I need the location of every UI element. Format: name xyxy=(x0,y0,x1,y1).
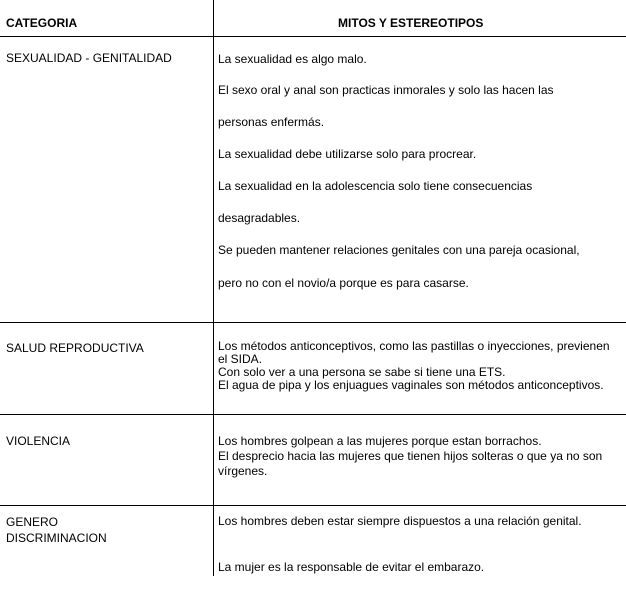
myth-text: Los métodos anticonceptivos, como las pastillas o inyecciones, previenen el SIDA. xyxy=(218,339,610,366)
myth-text: pero no con el novio/a porque es para casarse. xyxy=(218,276,469,290)
myth-text: Los hombres deben estar siempre dispuestos a una relación genital. xyxy=(218,514,582,528)
myths-salud-reproductiva xyxy=(218,340,621,392)
category-line: GENERO xyxy=(6,515,59,529)
category-genero-discriminacion xyxy=(6,514,206,546)
myth-text: La mujer es la responsable de evitar el embarazo. xyxy=(218,560,485,574)
row-divider-3 xyxy=(0,505,626,506)
myth-text: La sexualidad debe utilizarse solo para procrear. xyxy=(218,147,477,161)
category-violencia: VIOLENCIA xyxy=(6,434,71,448)
myth-text: personas enfermás. xyxy=(218,115,325,129)
myth-text: Se pueden mantener relaciones genitales con una pareja ocasional, xyxy=(218,243,580,257)
row-divider-2 xyxy=(0,414,626,415)
row-divider-1 xyxy=(0,322,626,323)
category-salud-reproductiva: SALUD REPRODUCTIVA xyxy=(6,341,144,355)
category-line: DISCRIMINACION xyxy=(6,531,107,545)
category-sexualidad: SEXUALIDAD - GENITALIDAD xyxy=(6,51,172,65)
myth-text: La sexualidad es algo malo. xyxy=(218,52,367,66)
myth-text: desagradables. xyxy=(218,211,301,225)
header-category: CATEGORIA xyxy=(6,16,78,30)
myth-text: Con solo ver a una persona se sabe si tiene una ETS. xyxy=(218,365,506,379)
myth-text: La sexualidad en la adolescencia solo tiene consecuencias xyxy=(218,179,533,193)
myth-text: El desprecio hacia las mujeres que tienen hijos solteras o que ya no son vírgenes. xyxy=(218,449,603,478)
myth-text: El agua de pipa y los enjuagues vaginales son métodos anticonceptivos. xyxy=(218,378,604,392)
myth-text: El sexo oral y anal son practicas inmorales y solo las hacen las xyxy=(218,83,554,97)
header-divider xyxy=(0,36,626,37)
myths-violencia xyxy=(218,434,621,479)
header-myths: MITOS Y ESTEREOTIPOS xyxy=(338,16,484,30)
myth-text: Los hombres golpean a las mujeres porque estan borrachos. xyxy=(218,434,542,448)
column-divider xyxy=(213,0,214,576)
